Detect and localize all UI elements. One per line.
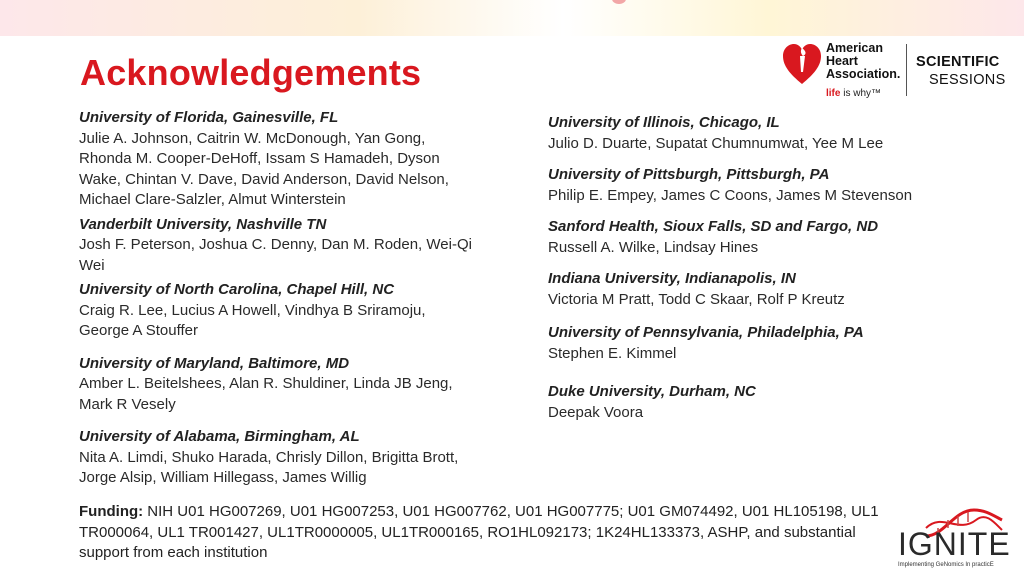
institution-name: University of Alabama, Birmingham, AL bbox=[79, 428, 360, 445]
ignite-logo bbox=[894, 506, 1014, 572]
member-names: Julio D. Duarte, Supatat Chumnumwat, Yee M Lee bbox=[548, 134, 884, 152]
heart-torch-icon bbox=[782, 42, 822, 86]
institution-block bbox=[79, 215, 474, 277]
member-names: Victoria M Pratt, Todd C Skaar, Rolf P Kreutz bbox=[548, 290, 845, 308]
institution-name: University of Maryland, Baltimore, MD bbox=[79, 354, 350, 372]
ignite-wordmark: IGNITE bbox=[898, 526, 1011, 562]
institution-name: Indiana University, Indianapolis, IN bbox=[548, 270, 796, 287]
member-names: Nita A. Limdi, Shuko Harada, Chrisly Dillon, Brigitta Brott, Jorge Alsip, William Hillegass, James Willig bbox=[79, 448, 459, 486]
funding-statement bbox=[79, 502, 879, 564]
funding-text: NIH U01 HG007269, U01 HG007253, U01 HG007762, U01 HG007775; U01 GM074492, U01 HL105198, UL1 TR000064, UL1 TR001427, UL1TR0000005, UL1TR000165, RO1HL092173; 1K24HL133373, ASHP, and substantial support from each institution bbox=[79, 503, 879, 561]
aha-name bbox=[826, 42, 900, 81]
institution-name: University of Pennsylvania, Philadelphia, PA bbox=[548, 324, 864, 341]
member-names: Craig R. Lee, Lucius A Howell, Vindhya B Sriramoju, George A Stouffer bbox=[79, 301, 426, 339]
institution-block bbox=[548, 323, 968, 364]
member-names: Julie A. Johnson, Caitrin W. McDonough, Yan Gong, Rhonda M. Cooper-DeHoff, Issam S Hamadeh, Dyson Wake, Chintan V. Dave, David Anderson, David Nelson, Michael Clare-Salzler, Almut Winterstein bbox=[79, 129, 449, 208]
member-names: Philip E. Empey, James C Coons, James M Stevenson bbox=[548, 186, 913, 204]
aha-tagline bbox=[826, 88, 881, 99]
top-decorative-banner bbox=[0, 0, 1024, 36]
institution-name: Duke University, Durham, NC bbox=[548, 383, 756, 400]
member-names: Deepak Voora bbox=[548, 403, 644, 421]
right-column bbox=[548, 113, 968, 423]
member-names: Josh F. Peterson, Joshua C. Denny, Dan M. Roden, Wei-Qi Wei bbox=[79, 236, 472, 274]
institution-name: University of North Carolina, Chapel Hill, NC bbox=[79, 281, 395, 298]
aha-scientific-sessions-logo bbox=[782, 38, 1017, 100]
banner-shape bbox=[612, 0, 626, 4]
left-column bbox=[79, 108, 474, 489]
member-names: Russell A. Wilke, Lindsay Hines bbox=[548, 238, 759, 256]
funding-label: Funding: bbox=[79, 503, 144, 520]
logo-divider bbox=[906, 44, 907, 96]
institution-name: Vanderbilt University, Nashville TN bbox=[79, 215, 327, 233]
aha-tagline-rest: is why™ bbox=[843, 88, 882, 99]
sessions-line-1: SCIENTIFIC bbox=[916, 54, 1000, 70]
institution-name: University of Pittsburgh, Pittsburgh, PA bbox=[548, 166, 830, 183]
member-names: Amber L. Beitelshees, Alan R. Shuldiner, Linda JB Jeng, Mark R Vesely bbox=[79, 375, 453, 413]
aha-name-line: Association. bbox=[826, 67, 901, 81]
institution-name: University of Florida, Gainesville, FL bbox=[79, 109, 339, 126]
member-names: Stephen E. Kimmel bbox=[548, 344, 677, 362]
ignite-subtitle: Implementing GeNomics In practicE bbox=[898, 562, 994, 568]
institution-block bbox=[548, 165, 968, 206]
aha-name-line: American bbox=[826, 41, 883, 55]
institution-block bbox=[79, 280, 474, 342]
sessions-line-2: SESSIONS bbox=[929, 72, 1006, 88]
institution-block bbox=[548, 113, 968, 154]
institution-name: University of Illinois, Chicago, IL bbox=[548, 114, 780, 131]
institution-block bbox=[79, 354, 474, 416]
institution-block bbox=[79, 427, 474, 489]
institution-block bbox=[79, 108, 474, 211]
institution-name: Sanford Health, Sioux Falls, SD and Fargo, ND bbox=[548, 218, 879, 235]
institution-block bbox=[548, 269, 968, 310]
institution-block bbox=[548, 382, 968, 423]
aha-name-line: Heart bbox=[826, 54, 858, 68]
aha-tagline-life: life bbox=[826, 88, 841, 99]
institution-block bbox=[548, 217, 968, 258]
page-title: Acknowledgements bbox=[80, 52, 422, 93]
